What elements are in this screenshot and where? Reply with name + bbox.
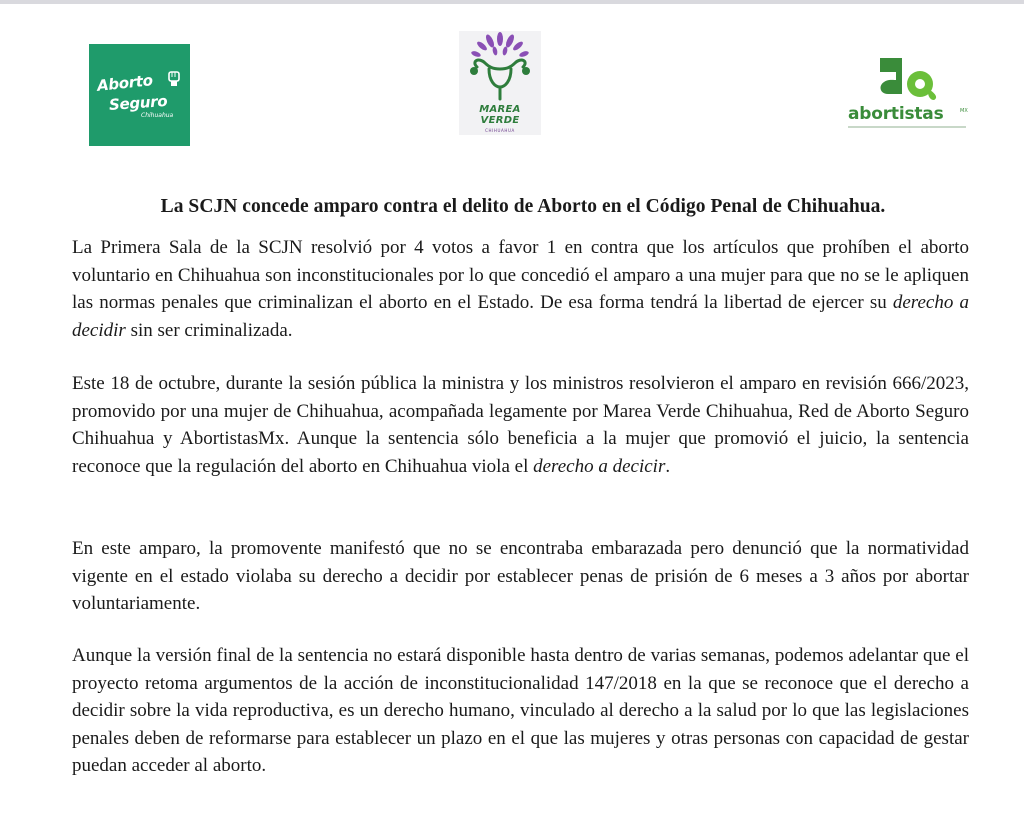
abortistas-logo-tagline xyxy=(848,126,966,128)
paragraph-3: En este amparo, la promovente manifestó que no se encontraba embarazada pero denunció que la normatividad vigente en el estado violaba su derecho a decidir por establecer penas de prisión de 6 meses a 3 años por abortar voluntariamente. xyxy=(72,538,969,614)
abortistas-logo xyxy=(846,48,976,138)
paragraph-2-emphasis: derecho a decicir xyxy=(533,455,666,477)
paragraph-1 xyxy=(72,234,969,344)
aborto-seguro-logo-line1: Aborto xyxy=(96,71,154,95)
aborto-seguro-logo-line3: Chihuahua xyxy=(141,112,174,119)
paragraph-2-tail: . xyxy=(665,455,671,477)
marea-verde-logo xyxy=(459,31,541,135)
abortistas-mark-icon xyxy=(876,50,940,102)
raised-fist-icon xyxy=(167,70,181,86)
paragraph-2-text: Este 18 de octubre, durante la sesión pública la ministra y los ministros resolvieron el amparo en revisión 666/2023, promovido por una mujer de Chihuahua, acompañada legamente por Marea Verde Chihuahua, Red de Aborto Seguro Chihuahua y AbortistasMx. Aunque la sentencia sólo beneficia a la mujer que promovió el juicio, la sentencia reconoce que la regulación del aborto en Chihuahua viola el xyxy=(72,373,969,477)
document-title: La SCJN concede amparo contra el delito de Aborto en el Código Penal de Chihuahua. xyxy=(160,196,886,217)
paragraph-1-text: La Primera Sala de la SCJN resolvió por 4 votos a favor 1 en contra que los artículos que prohíben el aborto voluntario en Chihuahua son inconstitucionales por lo que concedió el amparo a una mujer para que no se le apliquen las normas penales que criminalizan el aborto en el Estado. De esa forma tendrá la libertad de ejercer su xyxy=(72,237,969,313)
paragraph-4: Aunque la versión final de la sentencia no estará disponible hasta dentro de varias semanas, podemos adelantar que el proyecto retoma argumentos de la acción de inconstitucionalidad 147/2018 en la que se reconoce que el derecho a decidir sobre la vida reproductiva, es un derecho humano, vinculado al derecho a la salud por lo que las legislaciones penales deben de reformarse para establecer un plazo en el que las mujeres y otras personas con capacidad de gestar puedan acceder al aborto. xyxy=(72,645,969,776)
paragraph-1-tail: sin ser criminalizada. xyxy=(125,319,293,341)
marea-verde-logo-line3: CHIHUAHUA xyxy=(485,128,515,133)
aborto-seguro-logo xyxy=(89,44,190,146)
top-divider xyxy=(0,0,1024,4)
paragraph-1-emphasis: derecho a decidir xyxy=(72,292,969,341)
marea-verde-logo-line2: VERDE xyxy=(480,115,520,126)
abortistas-logo-suffix: MX xyxy=(960,108,968,114)
marea-verde-logo-line1: MAREA xyxy=(479,104,521,115)
uterus-flower-icon xyxy=(459,31,541,105)
aborto-seguro-logo-line2: Seguro xyxy=(108,91,168,115)
abortistas-logo-word: abortistas xyxy=(848,104,944,124)
paragraph-2 xyxy=(72,370,969,480)
